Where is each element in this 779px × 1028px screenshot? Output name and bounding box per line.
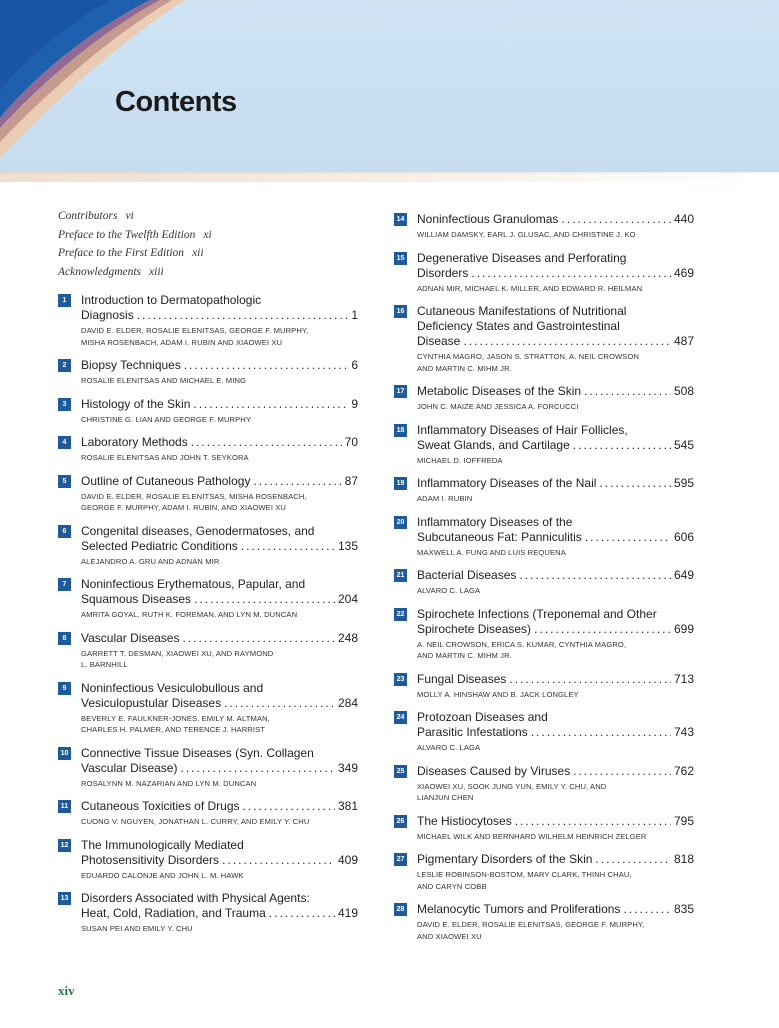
chapter-authors — [417, 919, 694, 942]
author-line: XIAOWEI XU, SOOK JUNG YUN, EMILY Y. CHU, AND — [417, 781, 607, 791]
chapter-title-row — [417, 764, 694, 779]
chapter-authors — [81, 816, 358, 828]
front-matter-label: Acknowledgments — [58, 265, 142, 278]
chapter-authors — [81, 556, 358, 568]
chapter-title-row — [417, 476, 694, 491]
chapter-authors — [417, 493, 694, 505]
chapter-title-line: Cutaneous Manifestations of Nutritional — [417, 304, 627, 318]
dot-leader — [194, 592, 335, 607]
toc-chapter-entry[interactable] — [394, 568, 694, 597]
chapter-number-badge: 27 — [394, 853, 407, 866]
toc-chapter-entry[interactable] — [58, 397, 358, 426]
toc-chapter-entry[interactable] — [58, 435, 358, 464]
chapter-page-number: 508 — [673, 384, 694, 398]
chapter-number-badge: 8 — [58, 632, 71, 645]
chapter-authors — [81, 325, 358, 348]
toc-chapter-entry[interactable] — [58, 891, 358, 935]
chapter-title-row — [417, 902, 694, 917]
chapter-title-line: Spirochete Diseases) — [417, 621, 532, 636]
dot-leader — [182, 631, 334, 646]
author-line: ROSALIE ELENITSAS AND JOHN T. SEYKORA — [81, 453, 249, 462]
toc-chapter-entry[interactable] — [58, 681, 358, 736]
author-line: BEVERLY E. FAULKNER-JONES, EMILY M. ALTMAN, — [81, 713, 270, 723]
chapter-authors — [417, 401, 694, 413]
author-line: ROSALYNN M. NAZARIAN AND LYN M. DUNCAN — [81, 778, 257, 788]
chapter-title-line: Disorders Associated with Physical Agents: — [81, 891, 310, 905]
chapter-page-number: 440 — [673, 212, 694, 226]
chapter-title-row — [417, 438, 694, 453]
author-line: WILLIAM DAMSKY, EARL J. GLUSAC, AND CHRISTINE J. KO — [417, 230, 636, 239]
chapter-authors — [81, 609, 358, 621]
toc-chapter-entry[interactable] — [394, 251, 694, 295]
chapter-title-row — [81, 435, 358, 450]
chapter-number-badge: 6 — [58, 525, 71, 538]
author-line: MISHA ROSENBACH, ADAM I. RUBIN AND XIAOWEI XU — [81, 337, 283, 347]
chapter-number-badge: 10 — [58, 747, 71, 760]
chapter-authors — [81, 923, 358, 935]
chapter-title-line: Disorders — [417, 265, 469, 280]
toc-column-right — [394, 212, 694, 952]
dot-leader — [585, 530, 671, 545]
author-line: MICHAEL D. IOFFREDA — [417, 455, 503, 465]
chapter-title-line: Spirochete Infections (Treponemal and Other — [417, 606, 657, 621]
chapter-authors — [81, 452, 358, 464]
dot-leader — [243, 799, 335, 814]
chapter-title-line: Squamous Diseases — [81, 592, 192, 606]
dot-leader — [463, 334, 671, 349]
dot-leader — [534, 622, 671, 637]
chapter-number-badge: 5 — [58, 475, 71, 488]
author-line: ADNAN MIR, MICHAEL K. MILLER, AND EDWARD R. HEILMAN — [417, 283, 643, 293]
author-line: A. NEIL CROWSON, ERICA S. KUMAR, CYNTHIA MAGRO, — [417, 639, 627, 649]
toc-chapter-entry[interactable] — [394, 515, 694, 559]
dot-leader — [599, 476, 671, 491]
chapter-number-badge: 9 — [58, 682, 71, 695]
chapter-page-number: 9 — [351, 396, 358, 411]
chapter-title-line: Deficiency States and Gastrointestinal — [417, 319, 620, 333]
toc-chapter-entry[interactable] — [394, 902, 694, 942]
chapter-page-number: 818 — [673, 852, 694, 866]
chapter-number-badge: 28 — [394, 903, 407, 916]
chapter-title-line: Selected Pediatric Conditions — [81, 538, 238, 553]
chapter-number-badge: 23 — [394, 673, 407, 686]
dot-leader — [595, 852, 671, 867]
dot-leader — [623, 902, 671, 917]
chapter-title-line: Inflammatory Diseases of the Nail — [417, 476, 597, 490]
front-matter-item[interactable] — [58, 263, 212, 282]
chapter-title-row — [81, 631, 358, 646]
dot-leader — [573, 438, 671, 453]
chapter-page-number: 349 — [337, 760, 358, 775]
chapter-title-row — [81, 696, 358, 711]
chapter-number-badge: 21 — [394, 569, 407, 582]
author-line: CUONG V. NGUYEN, JONATHAN L. CURRY, AND EMILY Y. CHU — [81, 817, 310, 826]
toc-chapter-entry[interactable] — [58, 577, 358, 621]
chapter-title-row — [81, 474, 358, 489]
chapter-authors — [417, 742, 694, 754]
chapter-number-badge: 15 — [394, 252, 407, 265]
author-line: ROSALIE ELENITSAS AND MICHAEL E. MING — [81, 376, 247, 385]
chapter-page-number: 699 — [673, 621, 694, 636]
chapter-authors — [417, 283, 694, 295]
toc-chapter-entry[interactable] — [394, 423, 694, 467]
chapter-authors — [417, 831, 694, 843]
chapter-page-number: 743 — [673, 725, 694, 739]
author-line: GARRETT T. DESMAN, XIAOWEI XU, AND RAYMOND — [81, 648, 274, 658]
toc-chapter-entry[interactable] — [394, 384, 694, 413]
chapter-number-badge: 24 — [394, 711, 407, 724]
chapter-number-badge: 20 — [394, 516, 407, 529]
chapter-page-number: 284 — [337, 695, 358, 710]
author-line: DAVID E. ELDER, ROSALIE ELENITSAS, MISHA ROSENBACH, — [81, 491, 307, 501]
toc-chapter-entry[interactable] — [394, 476, 694, 505]
chapter-title-line: Vesiculopustular Diseases — [81, 695, 222, 710]
chapter-title-row — [81, 539, 358, 554]
front-matter-label: Contributors — [58, 210, 118, 222]
chapter-title-row — [417, 725, 694, 740]
chapter-title-line: Introduction to Dermatopathologic — [81, 293, 262, 307]
chapter-title-line: Laboratory Methods — [81, 435, 188, 449]
toc-chapter-entry[interactable] — [394, 710, 694, 754]
chapter-number-badge: 17 — [394, 385, 407, 398]
dot-leader — [515, 814, 671, 829]
author-line: MAXWELL A. FUNG AND LUIS REQUENA — [417, 547, 566, 557]
chapter-title-line: The Immunologically Mediated — [81, 837, 244, 852]
chapter-number-badge: 3 — [58, 398, 71, 411]
chapter-page-number: 469 — [673, 265, 694, 280]
author-line: CHRISTINE G. LIAN AND GEORGE F. MURPHY — [81, 414, 252, 424]
author-line: CHARLES H. PALMER, AND TERENCE J. HARRIST — [81, 725, 265, 734]
toc-chapter-entry[interactable] — [58, 799, 358, 828]
dot-leader — [561, 212, 671, 227]
chapter-title-line: Parasitic Infestations — [417, 725, 528, 739]
chapter-page-number: 135 — [337, 538, 358, 553]
chapter-title-row — [417, 212, 694, 227]
chapter-title-line: Diseases Caused by Viruses — [417, 763, 571, 778]
chapter-authors — [81, 375, 358, 387]
chapter-title-line: Subcutaneous Fat: Panniculitis — [417, 529, 582, 544]
dot-leader — [509, 672, 671, 687]
front-matter-page: xii — [192, 247, 204, 259]
toc-chapter-entry[interactable] — [58, 474, 358, 514]
chapter-authors — [81, 778, 358, 790]
chapter-number-badge: 16 — [394, 305, 407, 318]
chapter-title-line: Noninfectious Granulomas — [417, 212, 559, 226]
chapter-authors — [417, 639, 694, 662]
dot-leader — [224, 696, 335, 711]
dot-leader — [269, 906, 335, 921]
toc-chapter-entry[interactable] — [394, 304, 694, 374]
dot-leader — [193, 397, 348, 412]
dot-leader — [191, 435, 342, 450]
front-matter-item[interactable] — [58, 244, 212, 263]
chapter-title-row — [81, 906, 358, 921]
front-matter-page: xiii — [149, 265, 164, 278]
chapter-number-badge: 4 — [58, 436, 71, 449]
chapter-title-line: Fungal Diseases — [417, 671, 507, 686]
author-line: AMRITA GOYAL, RUTH K. FOREMAN, AND LYN M. DUNCAN — [81, 610, 298, 619]
chapter-title-row — [81, 397, 358, 412]
chapter-title-line: Outline of Cutaneous Pathology — [81, 473, 251, 488]
toc-chapter-entry[interactable] — [394, 607, 694, 662]
chapter-title-row — [417, 672, 694, 687]
toc-chapter-entry[interactable] — [394, 672, 694, 701]
chapter-title-row — [417, 334, 694, 349]
toc-chapter-entry[interactable] — [58, 838, 358, 882]
chapter-number-badge: 12 — [58, 839, 71, 852]
chapter-authors — [81, 870, 358, 882]
chapter-title-row — [417, 852, 694, 867]
chapter-authors — [417, 781, 694, 804]
dot-leader — [584, 384, 671, 399]
chapter-page-number: 713 — [673, 671, 694, 686]
chapter-number-badge: 26 — [394, 815, 407, 828]
chapter-authors — [81, 713, 358, 736]
dot-leader — [519, 568, 671, 583]
chapter-title-line: Degenerative Diseases and Perforating — [417, 250, 627, 265]
author-line: ALEJANDRO A. GRU AND ADNAN MIR — [81, 556, 220, 566]
chapter-title-line: Congenital diseases, Genodermatoses, and — [81, 523, 315, 538]
chapter-page-number: 204 — [337, 592, 358, 606]
chapter-number-badge: 18 — [394, 424, 407, 437]
chapter-page-number: 606 — [673, 529, 694, 544]
chapter-title-line: Vascular Diseases — [81, 630, 180, 645]
chapter-page-number: 6 — [351, 358, 358, 372]
chapter-title-line: Connective Tissue Diseases (Syn. Collagen — [81, 745, 314, 760]
author-line: SUSAN PEI AND EMILY Y. CHU — [81, 924, 193, 933]
dot-leader — [137, 308, 349, 323]
chapter-title-line: Bacterial Diseases — [417, 568, 517, 582]
dot-leader — [471, 266, 671, 281]
toc-chapter-entry[interactable] — [394, 852, 694, 892]
chapter-page-number: 381 — [337, 799, 358, 813]
chapter-number-badge: 22 — [394, 608, 407, 621]
chapter-title-line: Pigmentary Disorders of the Skin — [417, 852, 593, 866]
front-matter-page: xi — [203, 228, 212, 241]
chapter-page-number: 487 — [673, 334, 694, 348]
header-shadow — [0, 172, 779, 182]
chapter-title-line: Photosensitivity Disorders — [81, 852, 220, 867]
front-matter-item[interactable] — [58, 207, 212, 226]
chapter-title-row — [81, 308, 358, 323]
dot-leader — [531, 725, 671, 740]
front-matter-label: Preface to the Twelfth Edition — [58, 228, 196, 241]
chapter-title-line: Heat, Cold, Radiation, and Trauma — [81, 906, 266, 920]
chapter-page-number: 70 — [344, 435, 358, 449]
chapter-title-row — [81, 799, 358, 814]
chapter-title-row — [81, 761, 358, 776]
toc-chapter-entry[interactable] — [58, 524, 358, 568]
chapter-page-number: 762 — [673, 763, 694, 778]
dot-leader — [180, 761, 334, 776]
chapter-title-row — [417, 266, 694, 281]
chapter-number-badge: 13 — [58, 892, 71, 905]
author-line: ALVARO C. LAGA — [417, 586, 481, 595]
author-line: EDUARDO CALONJE AND JOHN L. M. HAWK — [81, 870, 244, 880]
chapter-title-line: Inflammatory Diseases of the — [417, 514, 573, 529]
chapter-page-number: 248 — [337, 630, 358, 645]
chapter-authors — [81, 648, 358, 671]
author-line: MICHAEL WILK AND BERNHARD WILHELM HEINRICH ZELGER — [417, 831, 647, 841]
chapter-page-number: 595 — [673, 476, 694, 490]
chapter-authors — [417, 869, 694, 892]
chapter-title-row — [417, 814, 694, 829]
chapter-authors — [81, 491, 358, 514]
chapter-title-row — [417, 622, 694, 637]
chapter-authors — [81, 414, 358, 426]
chapter-title-line: Inflammatory Diseases of Hair Follicles, — [417, 422, 628, 437]
chapter-title-row — [417, 530, 694, 545]
toc-chapter-entry[interactable] — [394, 814, 694, 843]
chapter-title-row — [417, 568, 694, 583]
chapter-page-number: 1 — [351, 308, 358, 322]
toc-chapter-entry[interactable] — [394, 212, 694, 241]
chapter-number-badge: 19 — [394, 477, 407, 490]
toc-chapter-entry[interactable] — [58, 746, 358, 790]
author-line: JOHN C. MAIZE AND JESSICA A. FORCUCCI — [417, 402, 579, 411]
author-line: ADAM I. RUBIN — [417, 494, 473, 503]
chapter-page-number: 87 — [344, 473, 358, 488]
chapter-authors — [417, 689, 694, 701]
chapter-number-badge: 1 — [58, 294, 71, 307]
toc-chapter-entry[interactable] — [58, 358, 358, 387]
chapter-title-line: Noninfectious Erythematous, Papular, and — [81, 577, 306, 591]
chapter-authors — [417, 455, 694, 467]
author-line: GEORGE F. MURPHY, ADAM I. RUBIN, AND XIAOWEI XU — [81, 503, 286, 512]
chapter-page-number: 419 — [337, 906, 358, 920]
author-line: AND XIAOWEI XU — [417, 931, 482, 941]
page-number: xiv — [58, 983, 75, 998]
chapter-title-line: Histology of the Skin — [81, 396, 191, 411]
author-line: DAVID E. ELDER, ROSALIE ELENITSAS, GEORGE F. MURPHY, — [417, 920, 645, 929]
chapter-title-row — [81, 853, 358, 868]
chapter-page-number: 649 — [673, 568, 694, 582]
author-line: ALVARO C. LAGA — [417, 743, 481, 752]
author-line: LIANJUN CHEN — [417, 793, 474, 802]
chapter-number-badge: 7 — [58, 578, 71, 591]
toc-chapter-entry[interactable] — [394, 764, 694, 804]
dot-leader — [241, 539, 335, 554]
toc-chapter-entry[interactable] — [58, 293, 358, 348]
chapter-title-line: Diagnosis — [81, 308, 134, 322]
author-line: CYNTHIA MAGRO, JASON S. STRATTON, A. NEIL CROWSON — [417, 352, 640, 361]
chapter-title-row — [81, 358, 358, 373]
chapter-title-line: Protozoan Diseases and — [417, 710, 548, 724]
chapter-title-line: Sweat Glands, and Cartilage — [417, 437, 570, 452]
author-line: MOLLY A. HINSHAW AND B. JACK LONGLEY — [417, 689, 579, 699]
author-line: DAVID E. ELDER, ROSALIE ELENITSAS, GEORGE F. MURPHY, — [81, 326, 309, 335]
page-title: Contents — [115, 86, 237, 118]
chapter-title-line: Cutaneous Toxicities of Drugs — [81, 799, 240, 813]
author-line: AND MARTIN C. MIHM JR. — [417, 651, 512, 660]
front-matter-label: Preface to the First Edition — [58, 247, 185, 259]
dot-leader — [222, 853, 335, 868]
chapter-page-number: 409 — [337, 852, 358, 867]
author-line: LESLIE ROBINSON-BOSTOM, MARY CLARK, THINH CHAU, — [417, 870, 632, 879]
author-line: L. BARNHILL — [81, 660, 128, 669]
toc-column-left — [58, 293, 358, 945]
chapter-title-line: Biopsy Techniques — [81, 358, 181, 372]
chapter-title-line: Disease — [417, 334, 461, 348]
front-matter-page: vi — [125, 210, 134, 222]
front-matter-item[interactable] — [58, 226, 212, 245]
chapter-authors — [417, 547, 694, 559]
chapter-number-badge: 2 — [58, 359, 71, 372]
dot-leader — [253, 474, 341, 489]
chapter-number-badge: 25 — [394, 765, 407, 778]
author-line: AND CARYN COBB — [417, 881, 487, 891]
chapter-title-line: Metabolic Diseases of the Skin — [417, 384, 582, 398]
chapter-title-row — [417, 384, 694, 399]
chapter-authors — [417, 229, 694, 241]
chapter-authors — [417, 351, 694, 374]
author-line: AND MARTIN C. MIHM JR. — [417, 363, 512, 373]
chapter-title-line: Noninfectious Vesiculobullous and — [81, 680, 264, 695]
chapter-title-line: Vascular Disease) — [81, 760, 178, 775]
dot-leader — [573, 764, 671, 779]
chapter-authors — [417, 585, 694, 597]
chapter-title-row — [81, 592, 358, 607]
chapter-title-line: The Histiocytoses — [417, 813, 512, 828]
chapter-title-line: Melanocytic Tumors and Proliferations — [417, 902, 621, 916]
chapter-page-number: 795 — [673, 813, 694, 828]
chapter-number-badge: 11 — [58, 800, 71, 813]
chapter-page-number: 835 — [673, 902, 694, 916]
dot-leader — [184, 358, 348, 373]
toc-chapter-entry[interactable] — [58, 631, 358, 671]
front-matter-list — [58, 207, 212, 281]
chapter-number-badge: 14 — [394, 213, 407, 226]
chapter-page-number: 545 — [673, 437, 694, 452]
